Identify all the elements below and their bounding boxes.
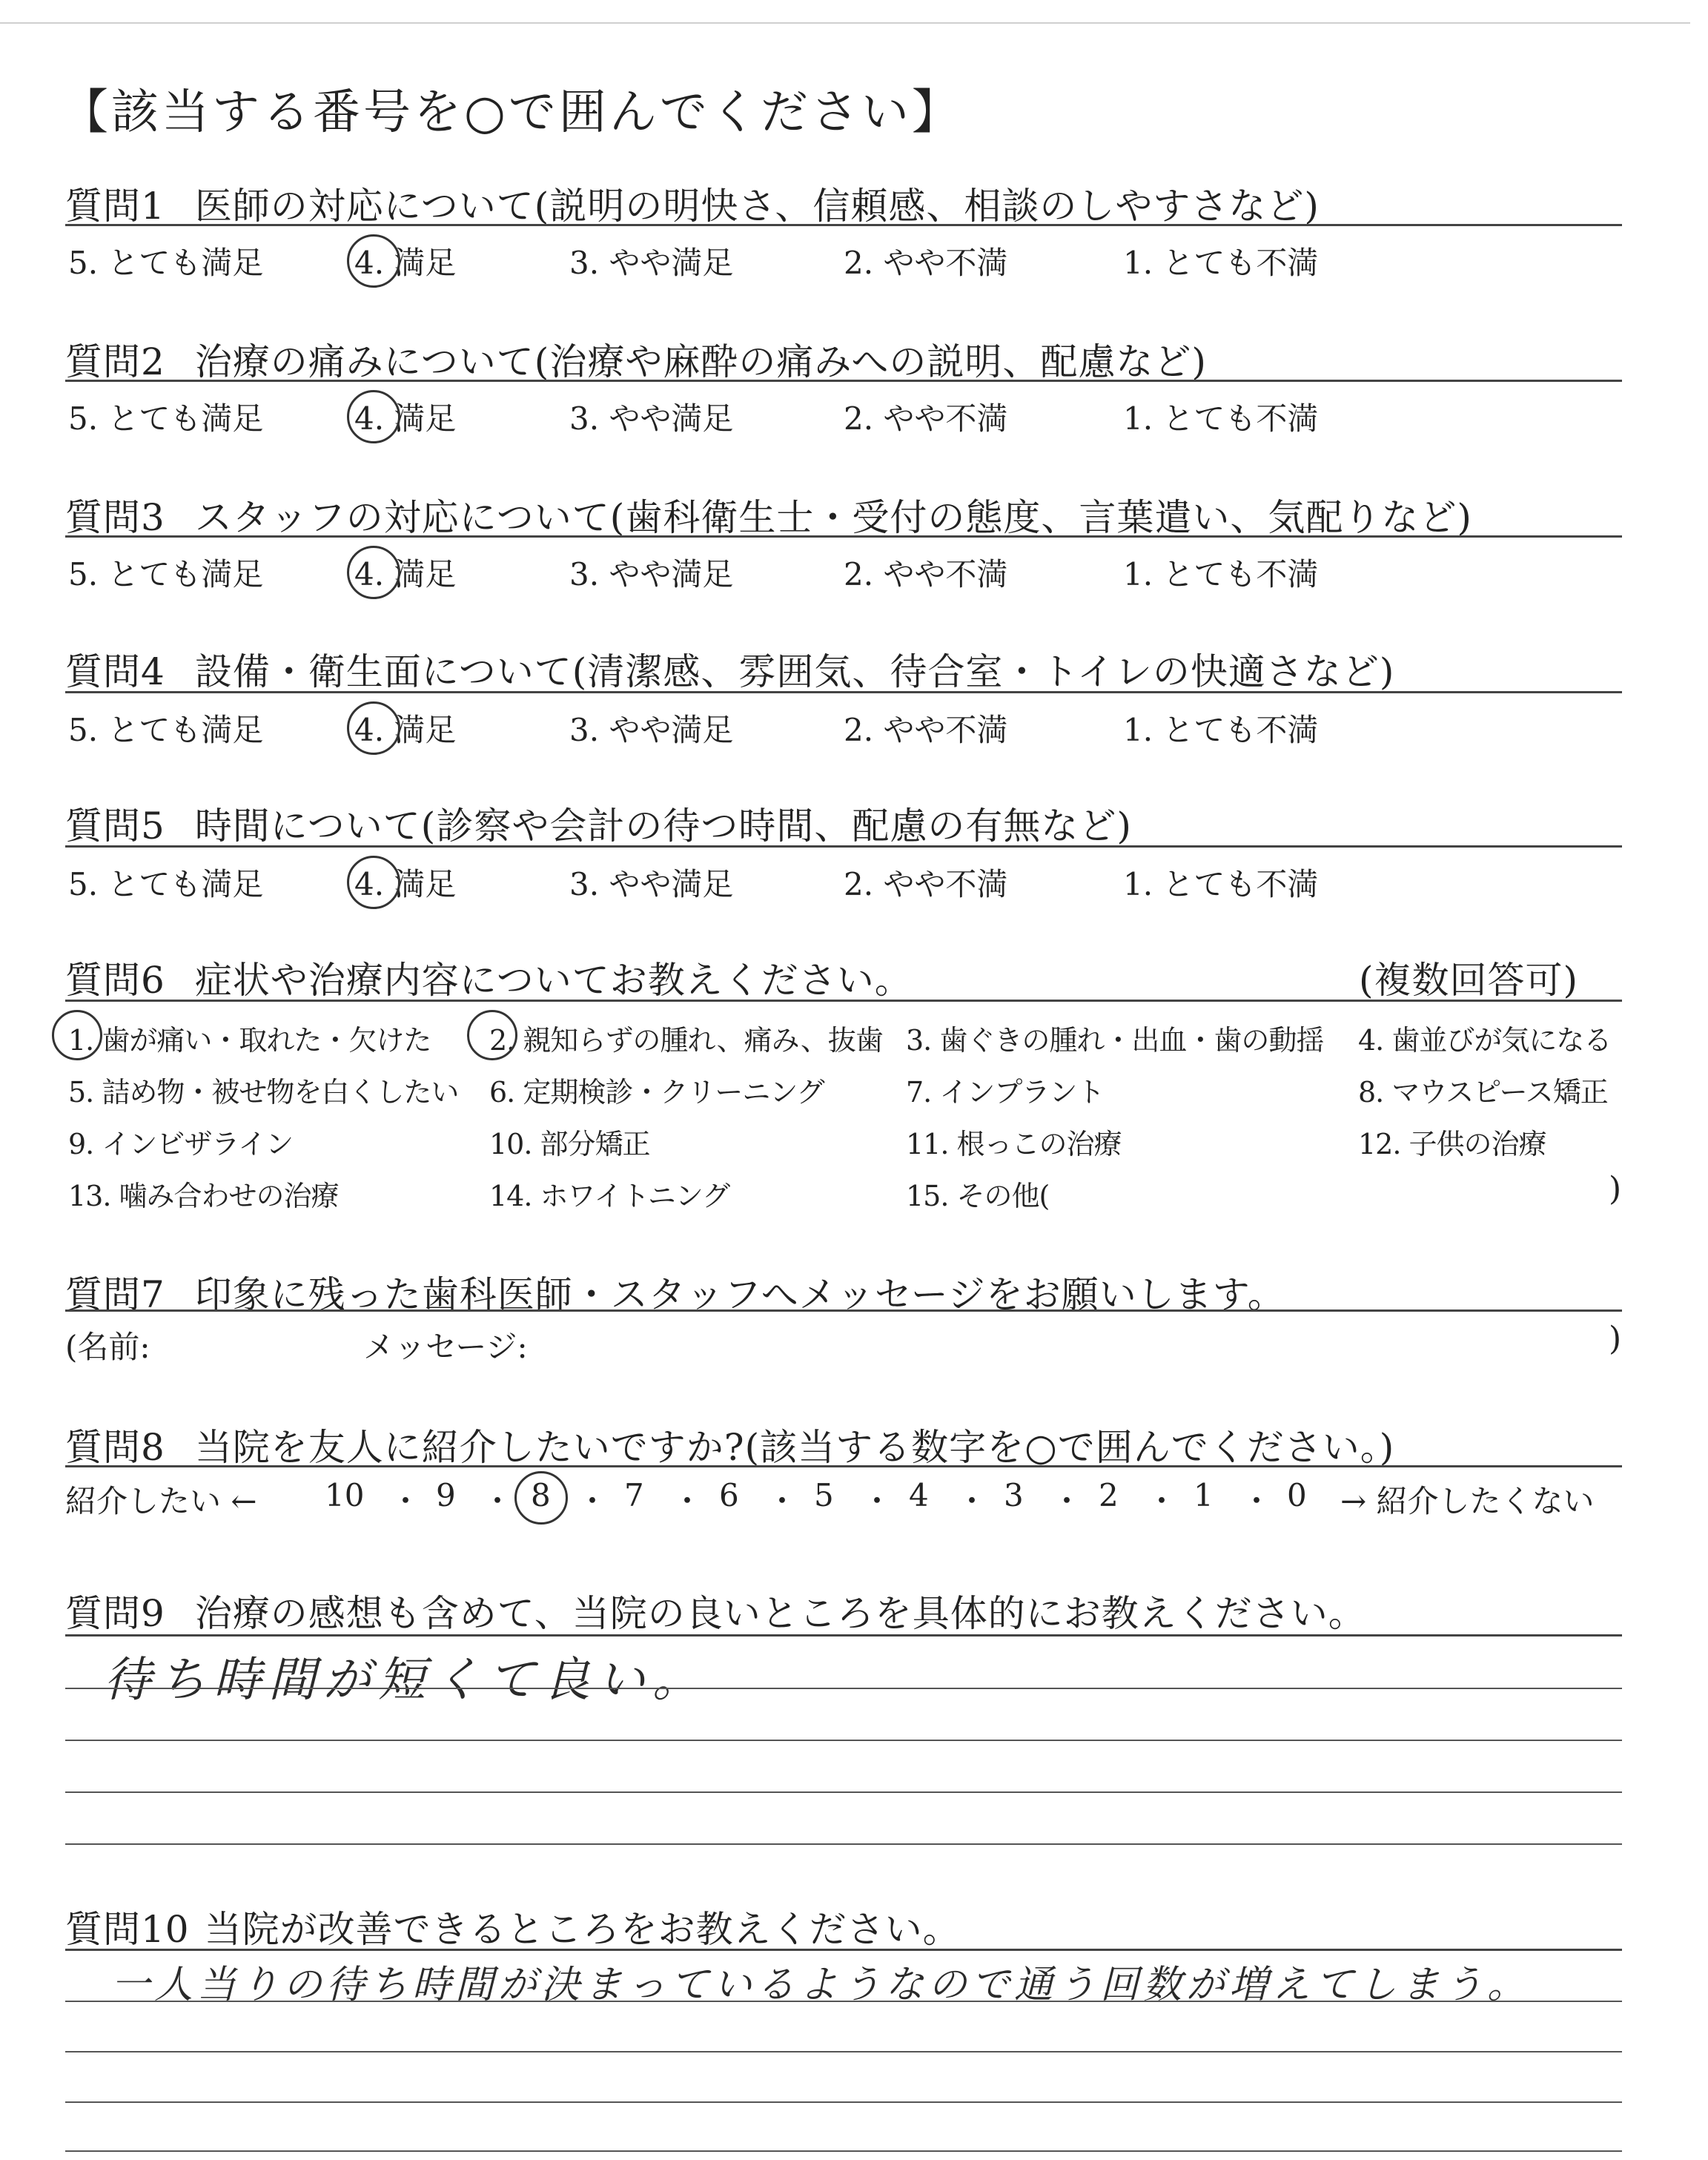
q6-choice-13[interactable]: 13. 噛み合わせの治療 [68, 1180, 339, 1212]
q5-option-1[interactable]: 1. とても不満 [1123, 866, 1319, 902]
q6-choice-4[interactable]: 4. 歯並びが気になる [1358, 1024, 1612, 1057]
q8-scale-8[interactable]: 8 [531, 1477, 551, 1513]
q9-text: 治療の感想も含めて、当院の良いところを具体的にお教えください。 [194, 1592, 1366, 1635]
q1-heading [65, 176, 1320, 230]
q2-option-5[interactable]: 5. とても満足 [68, 400, 264, 437]
q9-handwritten-answer[interactable]: 待ち時間が短くて良い。 [104, 1653, 707, 1708]
q10-handwritten-answer[interactable]: 一人当りの待ち時間が決まっているようなので通う回数が増えてしまう。 [111, 1963, 1531, 2007]
q5-heading [65, 796, 1132, 850]
q8-scale-7[interactable]: 7 [624, 1477, 644, 1513]
q3-selection-circle [347, 546, 400, 599]
q6-choice-5[interactable]: 5. 詰め物・被せ物を白くしたい [68, 1076, 459, 1109]
q6-choice-7[interactable]: 7. インプラント [906, 1076, 1105, 1109]
q3-heading [65, 488, 1472, 541]
q5-option-3[interactable]: 3. やや満足 [569, 866, 734, 902]
q6-other-close-paren: ) [1609, 1170, 1622, 1208]
q6-choice-14[interactable]: 14. ホワイトニング [489, 1180, 730, 1212]
q5-selection-circle [347, 856, 400, 909]
q2-text: 治療の痛みについて(治療や麻酔の痛みへの説明、配慮など) [194, 340, 1207, 383]
q8-dot: ・ [672, 1483, 704, 1519]
q2-option-4[interactable]: 4. 満足 [354, 400, 457, 437]
q8-dot: ・ [1051, 1483, 1083, 1519]
q2-option-1[interactable]: 1. とても不満 [1123, 400, 1319, 437]
q6-number: 質問6 [65, 959, 165, 1002]
q6-choice-3[interactable]: 3. 歯ぐきの腫れ・出血・歯の動揺 [906, 1024, 1324, 1057]
q5-number: 質問5 [65, 805, 165, 848]
q5-option-4[interactable]: 4. 満足 [354, 866, 457, 902]
q8-scale-10[interactable]: 10 [325, 1477, 365, 1513]
q8-heading [65, 1418, 1394, 1471]
q4-option-2[interactable]: 2. やや不満 [844, 712, 1008, 748]
q9-answer-line [65, 1791, 1622, 1793]
q3-rule [65, 535, 1622, 538]
q7-text: 印象に残った歯科医師・スタッフへメッセージをお願いします。 [194, 1273, 1285, 1316]
q6-rule [65, 1000, 1622, 1002]
q1-rule [65, 224, 1622, 226]
q1-option-2[interactable]: 2. やや不満 [844, 245, 1008, 281]
q7-name-label: (名前: [65, 1329, 150, 1365]
q1-text: 医師の対応について(説明の明快さ、信頼感、相談のしやすさなど) [194, 185, 1320, 228]
q2-number: 質問2 [65, 340, 165, 383]
q10-answer-line [65, 2051, 1622, 2052]
q8-selection-circle [514, 1471, 568, 1525]
q10-answer-line [65, 2150, 1622, 2152]
q3-option-4[interactable]: 4. 満足 [354, 556, 457, 592]
q2-option-2[interactable]: 2. やや不満 [844, 400, 1008, 437]
q9-answer-line [65, 1843, 1622, 1845]
q8-scale-3[interactable]: 3 [1004, 1477, 1024, 1513]
q6-choice-6[interactable]: 6. 定期検診・クリーニング [489, 1076, 824, 1109]
q8-scale-5[interactable]: 5 [814, 1477, 834, 1513]
q7-rule [65, 1309, 1622, 1312]
q2-option-3[interactable]: 3. やや満足 [569, 400, 734, 437]
q8-scale-2[interactable]: 2 [1099, 1477, 1119, 1513]
q8-scale-6[interactable]: 6 [719, 1477, 739, 1513]
q8-left-label: 紹介したい ← [65, 1483, 257, 1519]
q10-text: 当院が改善できるところをお教えください。 [204, 1908, 961, 1951]
q6-choice-1-circle [52, 1010, 102, 1060]
q8-dot: ・ [956, 1483, 988, 1519]
q10-number: 質問10 [65, 1908, 190, 1951]
q3-number: 質問3 [65, 496, 165, 539]
q4-option-1[interactable]: 1. とても不満 [1123, 712, 1319, 748]
q9-answer-line [65, 1740, 1622, 1741]
q8-dot: ・ [577, 1483, 609, 1519]
q10-answer-line [65, 2101, 1622, 2103]
q3-option-5[interactable]: 5. とても満足 [68, 556, 264, 592]
q1-option-4[interactable]: 4. 満足 [354, 245, 457, 281]
q8-right-label: → 紹介したくない [1340, 1483, 1595, 1519]
q6-choice-8[interactable]: 8. マウスピース矯正 [1358, 1076, 1608, 1109]
q6-choice-10[interactable]: 10. 部分矯正 [489, 1128, 650, 1160]
q4-rule [65, 691, 1622, 693]
q5-option-5[interactable]: 5. とても満足 [68, 866, 264, 902]
q4-option-5[interactable]: 5. とても満足 [68, 712, 264, 748]
q8-dot: ・ [482, 1483, 514, 1519]
q1-option-3[interactable]: 3. やや満足 [569, 245, 734, 281]
q4-option-3[interactable]: 3. やや満足 [569, 712, 734, 748]
q6-choice-12[interactable]: 12. 子供の治療 [1358, 1128, 1546, 1160]
q1-number: 質問1 [65, 185, 165, 228]
q1-option-5[interactable]: 5. とても満足 [68, 245, 264, 281]
q5-text: 時間について(診察や会計の待つ時間、配慮の有無など) [194, 805, 1132, 848]
q8-dot: ・ [1241, 1483, 1273, 1519]
q9-heading [65, 1584, 1366, 1637]
q3-text: スタッフの対応について(歯科衛生士・受付の態度、言葉遣い、気配りなど) [194, 496, 1472, 539]
q3-option-2[interactable]: 2. やや不満 [844, 556, 1008, 592]
q5-rule [65, 845, 1622, 848]
q8-rule [65, 1465, 1622, 1467]
q10-answer-line [65, 2001, 1622, 2002]
q7-number: 質問7 [65, 1273, 165, 1316]
q6-choice-2[interactable]: 2. 親知らずの腫れ、痛み、抜歯 [489, 1024, 883, 1057]
q8-text: 当院を友人に紹介したいですか?(該当する数字を○で囲んでください。) [194, 1426, 1395, 1469]
q4-selection-circle [347, 701, 400, 755]
q2-selection-circle [347, 390, 400, 443]
q6-choice-11[interactable]: 11. 根っこの治療 [906, 1128, 1122, 1160]
q6-text: 症状や治療内容についてお教えください。 [194, 959, 913, 1002]
q6-choice-2-circle [467, 1010, 517, 1060]
q6-heading [65, 951, 1579, 1004]
q1-selection-circle [347, 234, 400, 288]
q8-number: 質問8 [65, 1426, 165, 1469]
q9-rule [65, 1634, 1622, 1636]
q5-option-2[interactable]: 2. やや不満 [844, 866, 1008, 902]
q2-rule [65, 380, 1622, 382]
q4-option-4[interactable]: 4. 満足 [354, 712, 457, 748]
q8-scale-9[interactable]: 9 [436, 1477, 456, 1513]
page-top-edge [0, 22, 1690, 24]
q1-option-1[interactable]: 1. とても不満 [1123, 245, 1319, 281]
q8-scale-0[interactable]: 0 [1287, 1477, 1307, 1513]
q4-heading [65, 642, 1394, 696]
q8-dot: ・ [1146, 1483, 1178, 1519]
q8-dot: ・ [390, 1483, 422, 1519]
q9-answer-line [65, 1688, 1622, 1689]
q6-choice-9[interactable]: 9. インビザライン [68, 1128, 294, 1160]
q3-option-3[interactable]: 3. やや満足 [569, 556, 734, 592]
form-title: 【該当する番号を○で囲んでください】 [61, 85, 962, 140]
q3-option-1[interactable]: 1. とても不満 [1123, 556, 1319, 592]
q6-multiple-note: (複数回答可) [1359, 959, 1579, 1002]
q4-text: 設備・衛生面について(清潔感、雰囲気、待合室・トイレの快適さなど) [194, 650, 1395, 693]
q8-scale-1[interactable]: 1 [1194, 1477, 1214, 1513]
q7-message-label: メッセージ: [363, 1329, 528, 1365]
q2-heading [65, 332, 1207, 386]
q4-number: 質問4 [65, 650, 165, 693]
q6-choice-1[interactable]: 1. 歯が痛い・取れた・欠けた [68, 1024, 431, 1057]
q9-number: 質問9 [65, 1592, 165, 1635]
q8-dot: ・ [861, 1483, 893, 1519]
q10-heading [65, 1900, 961, 1953]
q6-choice-15[interactable]: 15. その他( [906, 1180, 1050, 1212]
q10-rule [65, 1949, 1622, 1951]
q8-dot: ・ [767, 1483, 798, 1519]
q8-scale-4[interactable]: 4 [909, 1477, 929, 1513]
q7-close-paren: ) [1609, 1320, 1622, 1358]
